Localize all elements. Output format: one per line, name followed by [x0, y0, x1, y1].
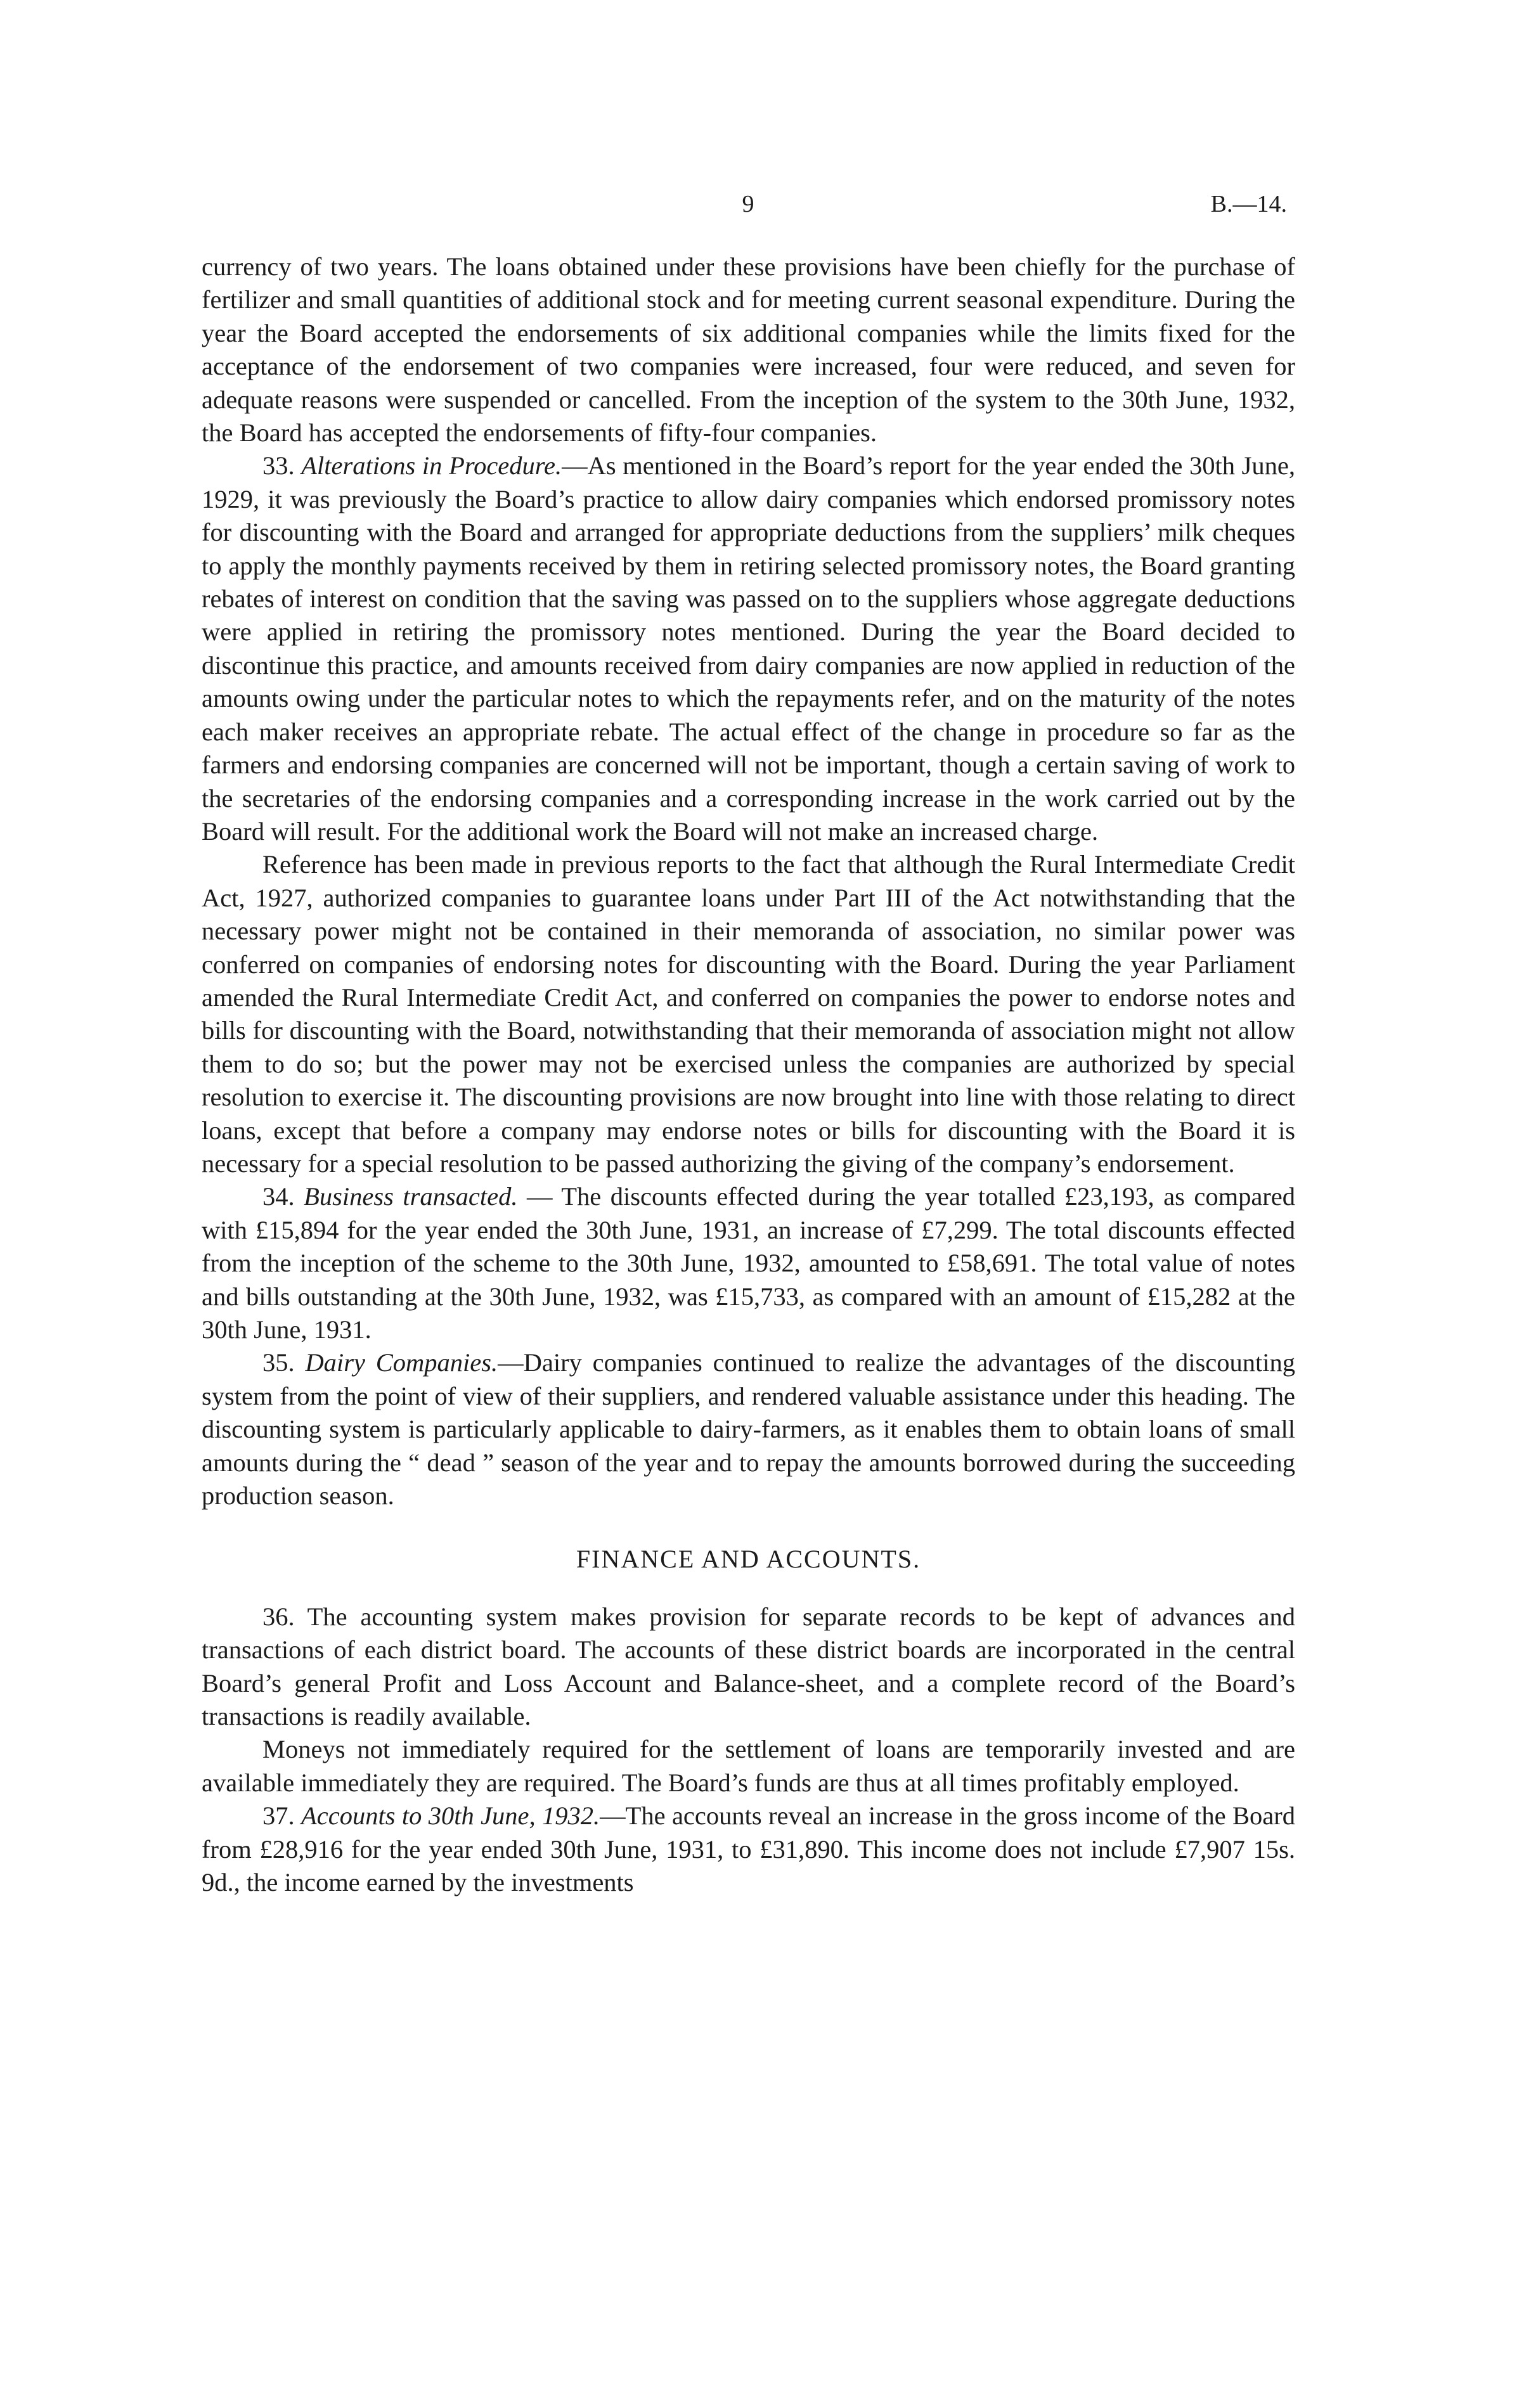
paragraph-heading: Business transacted.	[304, 1182, 518, 1211]
paragraph-number: 36.	[262, 1602, 307, 1631]
paragraph-number: 37.	[262, 1801, 301, 1831]
paragraph-reference	[202, 848, 1295, 1180]
paragraph-36	[202, 1600, 1295, 1734]
paragraph-text: —The accounts reveal an increase in the gross income of the Board from £28,916 for the year ended 30th June, 1931, to £31,890. This income does not include £7,907 15s. 9d., the income earned by the investments	[202, 1801, 1295, 1897]
paragraph-text: Reference has been made in previous reports to the fact that although the Rural Intermediate Credit Act, 1927, authorized companies to guarantee loans under Part III of the Act notwithstanding that the necessary power might not be contained in their memoranda of association, no similar power was conferred on companies of endorsing notes for discounting with the Board. During the year Parliament amended the Rural Intermediate Credit Act, and conferred on companies the power to endorse notes and bills for discounting with the Board, notwithstanding that their memoranda of association might not allow them to do so; but the power may not be exercised unless the companies are authorized by special resolution to exercise it. The discounting provisions are now brought into line with those relating to direct loans, except that before a company may endorse notes or bills for discounting with the Board it is necessary for a special resolution to be passed authorizing the giving of the company’s endorsement.	[202, 850, 1295, 1178]
document-reference: B.—14.	[1210, 191, 1287, 217]
page-number: 9	[742, 191, 754, 217]
paragraph-text: —Dairy companies continued to realize the advantages of the discounting system from the point of view of their suppliers, and rendered valuable assistance under this heading. The discounting system is particularly applicable to dairy-farmers, as it enables them to obtain loans of small amounts during the “ dead ” season of the year and to repay the amounts borrowed during the succeeding production season.	[202, 1348, 1295, 1510]
paragraph-heading: Dairy Companies.	[305, 1348, 498, 1377]
paragraph-text: Moneys not immediately required for the settlement of loans are temporarily invested and are available immediately they are required. The Board’s funds are thus at all times profitably employed.	[202, 1735, 1295, 1797]
paragraph-34	[202, 1180, 1295, 1346]
paragraph-35	[202, 1346, 1295, 1512]
section-title: FINANCE AND ACCOUNTS.	[576, 1545, 921, 1574]
paragraph-heading: Accounts to 30th June, 1932.	[301, 1801, 600, 1831]
paragraph-text: currency of two years. The loans obtained under these provisions have been chiefly for the purchase of fertilizer and small quantities of additional stock and for meeting current seasonal expenditure. During the year the Board accepted the endorsements of six additional companies while the limits fixed for the acceptance of the endorsement of two companies were increased, four were reduced, and seven for adequate reasons were suspended or cancelled. From the inception of the system to the 30th June, 1932, the Board has accepted the endorsements of fifty-four companies.	[202, 252, 1295, 447]
paragraph-text: The accounting system makes provision for separate records to be kept of advances and transactions of each district board. The accounts of these district boards are incorporated in the central Board’s general Profit and Loss Account and Balance-sheet, and a complete record of the Board’s transactions is readily available.	[202, 1602, 1295, 1731]
paragraph-37	[202, 1800, 1295, 1899]
paragraph-text: —As mentioned in the Board’s report for the year ended the 30th June, 1929, it was previously the Board’s practice to allow dairy companies which endorsed promissory notes for discounting with the Board and arranged for appropriate deductions from the suppliers’ milk cheques to apply the monthly payments received by them in retiring selected promissory notes, the Board granting rebates of interest on condition that the saving was passed on to the suppliers whose aggregate deductions were applied in retiring the promissory notes mentioned. During the year the Board decided to discontinue this practice, and amounts received from dairy companies are now applied in reduction of the amounts owing under the particular notes to which the repayments refer, and on the maturity of the notes each maker receives an appropriate rebate. The actual effect of the change in procedure so far as the farmers and endorsing companies are concerned will not be important, though a certain saving of work to the secretaries of the endorsing companies and a corresponding increase in the work carried out by the Board will result. For the additional work the Board will not make an increased charge.	[202, 451, 1295, 846]
paragraph-number: 34.	[262, 1182, 304, 1211]
paragraph-text: — The discounts effected during the year totalled £23,193, as compared with £15,894 for the year ended the 30th June, 1931, an increase of £7,299. The total discounts effected from the inception of the scheme to the 30th June, 1932, amounted to £58,691. The total value of notes and bills outstanding at the 30th June, 1932, was £15,733, as compared with an amount of £15,282 at the 30th June, 1931.	[202, 1182, 1296, 1344]
page-header	[203, 190, 1293, 228]
document-body	[202, 250, 1295, 1900]
paragraph-number: 33.	[262, 451, 302, 480]
paragraph-heading: Alterations in Procedure.	[301, 451, 562, 480]
paragraph-33	[202, 449, 1295, 848]
paragraph-number: 35.	[262, 1348, 306, 1377]
paragraph-continuation	[202, 250, 1295, 449]
paragraph-moneys	[202, 1733, 1295, 1800]
